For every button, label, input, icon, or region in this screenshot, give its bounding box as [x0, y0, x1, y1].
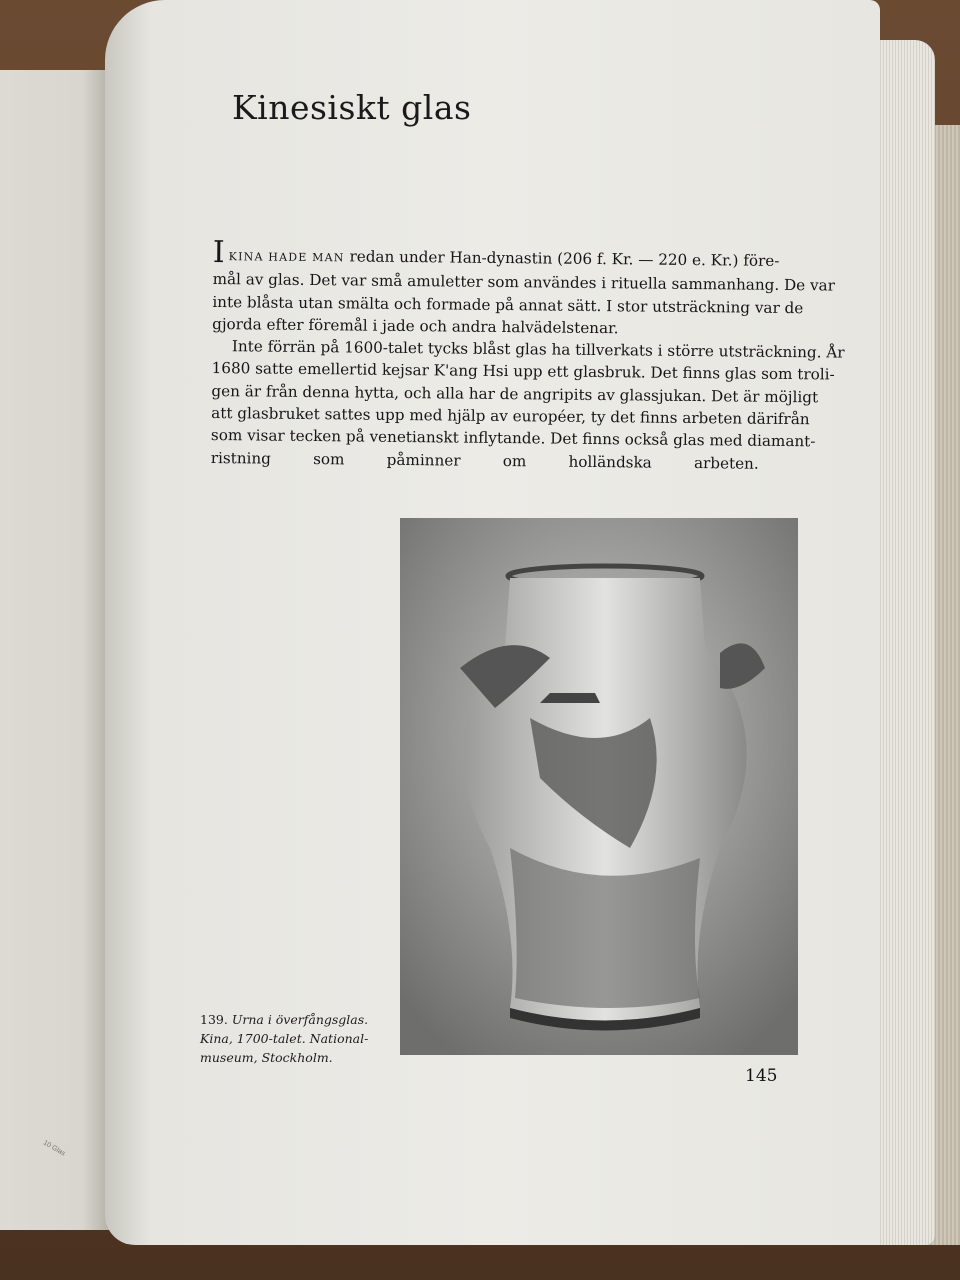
running-label: 10 Glas: [41, 1139, 67, 1158]
text-line: 1680 satte emellertid kejsar K'ang Hsi upp ett glasbruk. Det finns glas som troli-: [211, 359, 835, 385]
text-line: inte blåsta utan smälta och formade på annat sätt. I stor utsträckning var de: [212, 292, 804, 317]
page-number: 145: [745, 1066, 778, 1086]
caption-number: 139.: [200, 1012, 228, 1027]
vase-photo: [400, 518, 798, 1055]
body-text: [210, 235, 845, 475]
text-line: gjorda efter föremål i jade och andra halvädelstenar.: [212, 314, 619, 338]
text-line: mål av glas. Det var små amuletter som användes i rituella sammanhang. De var: [212, 270, 836, 295]
text-line: att glasbruket sattes upp med hjälp av européer, ty det finns arbeten därifrån: [211, 404, 810, 429]
figure-caption: 139. Urna i överfångsglas. Kina, 1700-talet. National- museum, Stockholm.: [200, 1012, 369, 1065]
text-line: Inte förrän på 1600-talet tycks blåst glas ha tillverkats i större utsträckning. År: [231, 337, 845, 362]
text-line: som visar tecken på venetianskt inflytande. Det finns också glas med diamant-: [210, 426, 816, 451]
text-line: ristning som påminner om holländska arbeten.: [210, 448, 759, 473]
page-title: Kinesiskt glas: [232, 88, 472, 127]
drop-cap: I: [212, 235, 225, 271]
left-page: [0, 70, 118, 1230]
text-line: gen är från denna hytta, och alla har de angripits av glassjukan. Det är möjligt: [211, 381, 819, 407]
small-caps: KINA HADE MAN: [228, 250, 345, 265]
first-line: IKINA HADE MAN redan under Han-dynastin (206 f. Kr. — 220 e. Kr.) före-: [212, 235, 780, 271]
